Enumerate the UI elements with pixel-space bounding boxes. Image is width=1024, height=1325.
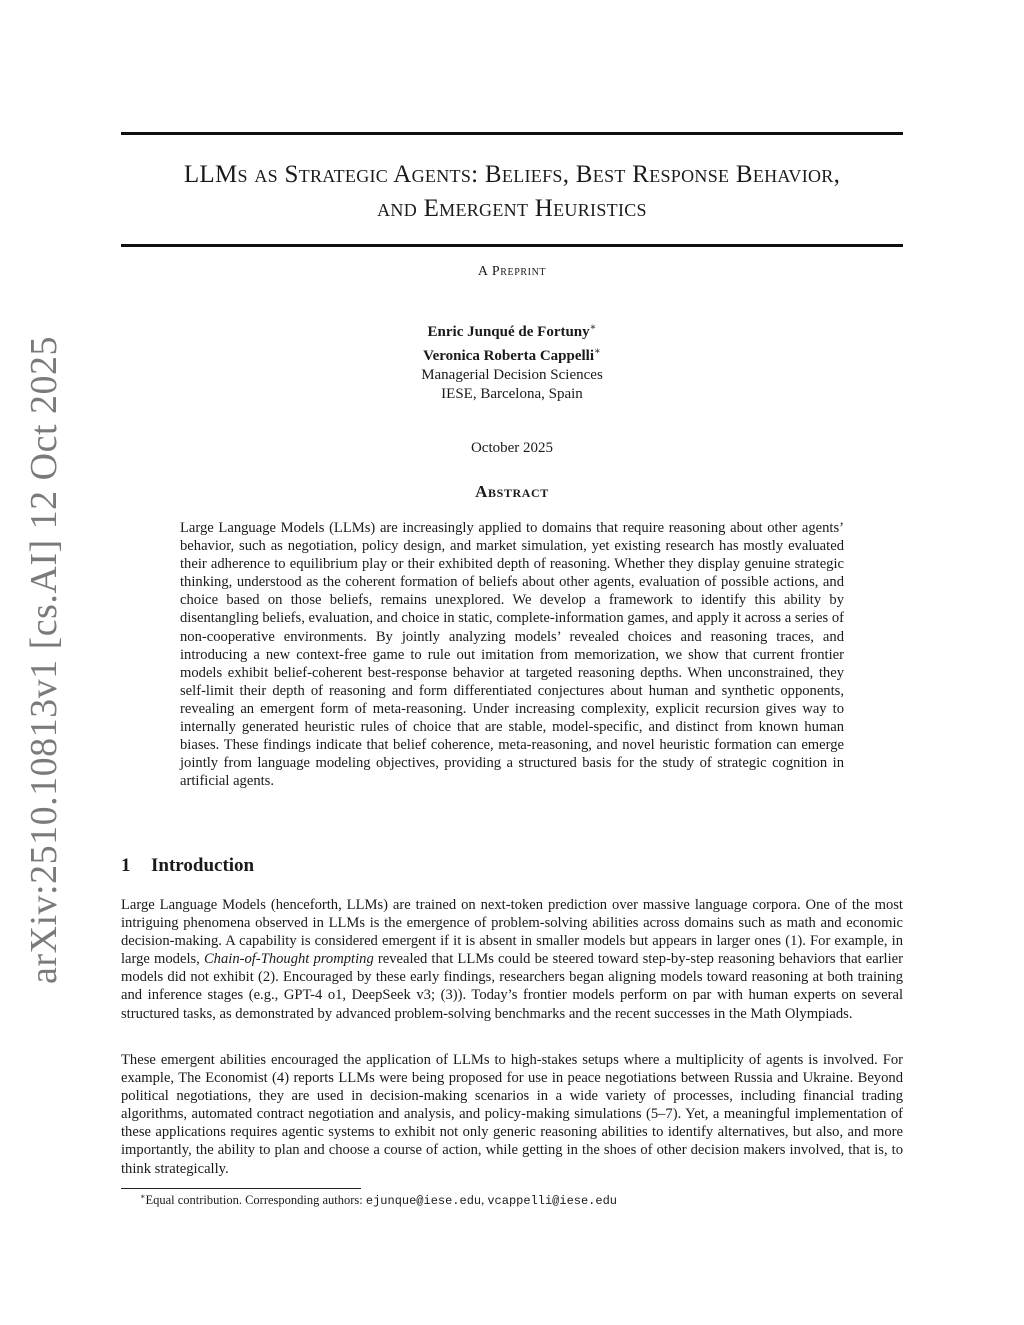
- footnote-text: Equal contribution. Corresponding authors:: [145, 1193, 366, 1208]
- author-1-mark: ∗: [589, 322, 597, 333]
- arxiv-sidebar-stamp: [0, 0, 90, 1325]
- footnote-separator: ,: [481, 1193, 488, 1208]
- author-1-name: Enric Junqué de Fortuny: [427, 324, 590, 340]
- arxiv-identifier: arXiv:2510.10813v1 [cs.AI] 12 Oct 2025: [23, 335, 65, 985]
- footnote-email-1[interactable]: ejunque@iese.edu: [365, 1194, 482, 1209]
- footnote: [140, 1192, 617, 1208]
- footnote-rule: [121, 1188, 361, 1189]
- title-bottom-rule: [121, 244, 903, 247]
- para1-emphasis: Chain-of-Thought prompting: [203, 951, 374, 968]
- para1-part1: Large Language Models (henceforth, LLMs) are trained on next-token prediction over massive language corpora. One of the most intriguing phenomena observed in LLMs is the emergence of problem-solving abilities across domains such as math and economic decision-making. A capability is considered emergent if it is absent in smaller models but appears in larger ones (1). For example, in large models,: [121, 897, 903, 968]
- preprint-label: A Preprint: [477, 264, 547, 279]
- author-2: [121, 342, 903, 366]
- abstract-text: Large Language Models (LLMs) are increasingly applied to domains that require reasoning about other agents’ behavior, such as negotiation, policy design, and market simulation, yet existing research has mostly evaluated their adherence to equilibrium play or their exhibited depth of reasoning. Whether they display genuine strategic thinking, understood as the coherent formation of beliefs about other agents, evaluation of possible actions, and choice based on those beliefs, remains unexplored. We develop a framework to identify this ability by disentangling beliefs, evaluation, and choice in static, complete-information games, and apply it across a series of non-cooperative environments. By jointly analyzing models’ revealed choices and reasoning traces, and introducing a new context-free game to rule out imitation from memorization, we show that current frontier models exhibit belief-coherent best-response behavior at targeted reasoning depths. When unconstrained, they self-limit their depth of reasoning and form differentiated conjectures about human and synthetic opponents, revealing an emergent form of meta-reasoning. Under increasing complexity, explicit recursion gives way to internally generated heuristic rules of choice that are stable, model-specific, and distinct from known human biases. These findings indicate that belief coherence, meta-reasoning, and novel heuristic formation can emerge jointly from language modeling objectives, providing a structured basis for the study of strategic cognition in artificial agents.: [180, 520, 844, 790]
- author-2-name: Veronica Roberta Cappelli: [423, 348, 595, 364]
- author-2-mark: ∗: [594, 346, 601, 357]
- footnote-email-2[interactable]: vcappelli@iese.edu: [487, 1194, 617, 1209]
- paper-title: [121, 158, 903, 226]
- affiliation-institution: IESE, Barcelona, Spain: [441, 386, 583, 402]
- abstract-heading: Abstract: [475, 482, 549, 501]
- title-line-2: and Emergent Heuristics: [377, 195, 647, 222]
- para1-part2: revealed that LLMs could be steered toward step-by-step reasoning behaviors that earlier models did not exhibit (2). Encouraged by these early findings, researchers began aligning models toward reasoning at both training and inference stages (e.g., GPT-4 o1, DeepSeek v3; (3)). Today’s frontier models perform on par with human experts on several structured tasks, as demonstrated by advanced problem-solving benchmarks and the recent successes in the Math Olympiads.: [121, 951, 903, 1022]
- title-top-rule: [121, 132, 903, 135]
- title-line-1: LLMs as Strategic Agents: Beliefs, Best Response Behavior,: [183, 161, 841, 188]
- section-heading: [121, 855, 254, 877]
- intro-paragraph-1: [121, 896, 903, 1023]
- section-number: 1: [121, 855, 131, 876]
- section-title: Introduction: [151, 855, 255, 876]
- intro-paragraph-2: These emergent abilities encouraged the application of LLMs to high-stakes setups where a multiplicity of agents is involved. For example, The Economist (4) reports LLMs were being proposed for use in peace negotiations between Russia and Ukraine. Beyond political negotiations, they are used in decision-making scenarios in a wide variety of processes, including financial trading algorithms, automated contract negotiation and analysis, and policy-making simulations (5–7). Yet, a meaningful implementation of these applications requires agentic systems to exhibit not only generic reasoning abilities to identify alternatives, but also, and more importantly, the ability to plan and choose a course of action, while getting in the shoes of other decision makers involved, that is, to think strategically.: [121, 1052, 903, 1177]
- author-block: [121, 318, 903, 404]
- publication-date: October 2025: [470, 440, 554, 456]
- footnote-mark: ∗: [140, 1192, 146, 1201]
- affiliation-department: Managerial Decision Sciences: [421, 367, 603, 383]
- author-1: [121, 318, 903, 342]
